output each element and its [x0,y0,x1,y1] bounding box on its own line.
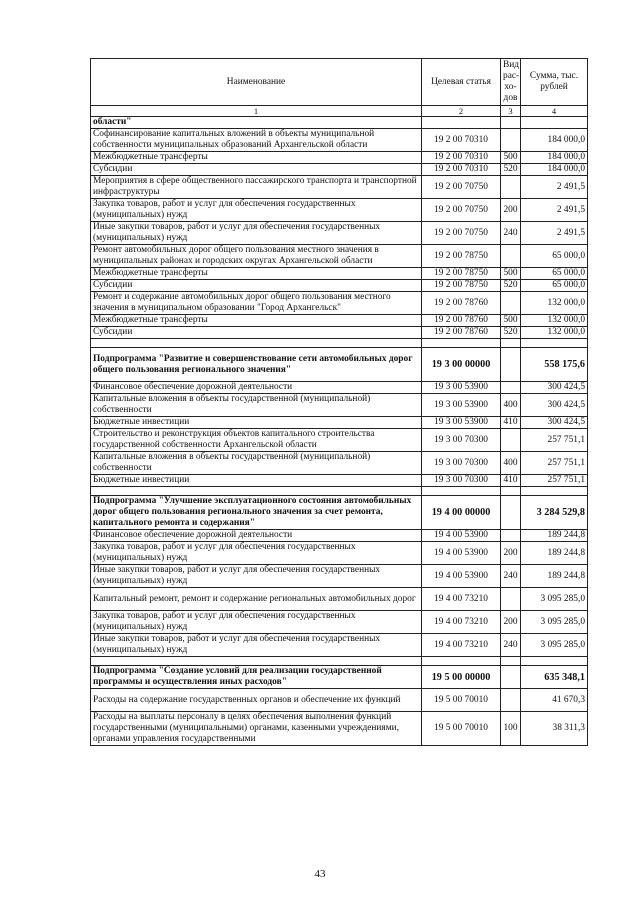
cell-name: Межбюджетные трансферты [91,152,422,164]
cell-target-article: 19 5 00 00000 [422,666,501,689]
cell-sum: 41 670,3 [521,689,588,712]
cell-target-article: 19 5 00 70010 [422,712,501,746]
table-header-row [91,59,588,106]
cell-name: Иные закупки товаров, работ и услуг для обеспечения государственных (муниципальных) нужд [91,222,422,245]
cell-target-article: 19 2 00 78760 [422,327,501,339]
cell-sum: 2 491,5 [521,199,588,222]
cell-name: Расходы на выплаты персоналу в целях обеспечения выполнения функций государственными (муниципальными) органами, казенными учреждениями, органами управления государственными [91,712,422,746]
table-row [91,634,588,657]
cell-expense-type: 100 [501,712,521,746]
cell-target-article: 19 3 00 70300 [422,452,501,475]
cell-sum: 65 000,0 [521,280,588,292]
cell-name: Расходы на содержание государственных органов и обеспечение их функций [91,689,422,712]
cell-name: Капитальные вложения в объекты государственной (муниципальной) собственности [91,394,422,417]
cell-sum: 189 244,8 [521,542,588,565]
cell-name: Ремонт автомобильных дорог общего пользования местного значения в муниципальных районах и городских округах Архангельской области [91,245,422,268]
cell-target-article: 19 2 00 78750 [422,268,501,280]
cell-target-article: 19 3 00 53900 [422,382,501,394]
cell-expense-type: 500 [501,152,521,164]
cell-target-article: 19 2 00 78760 [422,292,501,315]
cell-target-article: 19 2 00 78750 [422,245,501,268]
table-row [91,268,588,280]
cell-sum: 300 424,5 [521,417,588,429]
cell-name: области" [91,117,422,129]
empty-cell [501,657,521,666]
cell-target-article: 19 2 00 70310 [422,129,501,152]
cell-expense-type: 240 [501,634,521,657]
empty-cell [521,487,588,496]
cell-sum: 184 000,0 [521,164,588,176]
cell-expense-type [501,382,521,394]
budget-table [90,58,588,746]
cell-name: Закупка товаров, работ и услуг для обеспечения государственных (муниципальных) нужд [91,611,422,634]
column-number: 2 [422,106,501,117]
cell-sum: 3 095 285,0 [521,634,588,657]
cell-expense-type [501,129,521,152]
cell-sum: 184 000,0 [521,129,588,152]
cell-target-article: 19 4 00 73210 [422,588,501,611]
cell-sum: 3 095 285,0 [521,611,588,634]
column-numbers-row [91,106,588,117]
cell-name: Капитальный ремонт, ремонт и содержание региональных автомобильных дорог [91,588,422,611]
subprogram-row [91,666,588,689]
empty-cell [422,657,501,666]
cell-name: Субсидии [91,164,422,176]
table-row [91,530,588,542]
cell-sum: 3 284 529,8 [521,496,588,530]
table-row [91,565,588,588]
empty-cell [422,487,501,496]
cell-target-article: 19 4 00 53900 [422,565,501,588]
cell-sum: 2 491,5 [521,222,588,245]
table-row [91,475,588,487]
cell-expense-type: 520 [501,280,521,292]
cell-target-article: 19 4 00 00000 [422,496,501,530]
cell-name: Закупка товаров, работ и услуг для обеспечения государственных (муниципальных) нужд [91,542,422,565]
cell-target-article: 19 3 00 70300 [422,429,501,452]
table-row [91,689,588,712]
cell-sum [521,117,588,129]
cell-expense-type: 410 [501,417,521,429]
empty-cell [422,339,501,348]
cell-sum: 189 244,8 [521,530,588,542]
cell-target-article: 19 2 00 70750 [422,176,501,199]
subprogram-row [91,117,588,129]
cell-sum: 38 311,3 [521,712,588,746]
cell-sum: 65 000,0 [521,245,588,268]
table-row [91,394,588,417]
cell-name: Субсидии [91,327,422,339]
table-row [91,382,588,394]
cell-sum: 132 000,0 [521,315,588,327]
empty-cell [91,657,422,666]
cell-expense-type: 400 [501,394,521,417]
table-row [91,712,588,746]
cell-name: Финансовое обеспечение дорожной деятельности [91,530,422,542]
header-sum: Сумма, тыс. рублей [521,59,588,106]
cell-sum: 558 175,6 [521,348,588,382]
cell-name: Межбюджетные трансферты [91,315,422,327]
cell-name: Бюджетные инвестиции [91,417,422,429]
spacer-row [91,487,588,496]
cell-name: Строительство и реконструкция объектов капитального строительства государственной собственности Архангельской области [91,429,422,452]
cell-expense-type: 410 [501,475,521,487]
empty-cell [501,487,521,496]
cell-expense-type [501,348,521,382]
cell-sum: 257 751,1 [521,452,588,475]
cell-expense-type [501,666,521,689]
empty-cell [91,487,422,496]
cell-name: Межбюджетные трансферты [91,268,422,280]
cell-sum: 300 424,5 [521,382,588,394]
cell-target-article: 19 2 00 78750 [422,280,501,292]
cell-target-article: 19 2 00 70310 [422,164,501,176]
cell-name: Финансовое обеспечение дорожной деятельности [91,382,422,394]
header-name: Наименование [91,59,422,106]
cell-target-article: 19 4 00 53900 [422,542,501,565]
cell-expense-type [501,530,521,542]
cell-expense-type: 200 [501,199,521,222]
cell-target-article: 19 4 00 73210 [422,611,501,634]
cell-sum: 635 348,1 [521,666,588,689]
table-row [91,280,588,292]
cell-expense-type: 240 [501,565,521,588]
cell-target-article: 19 5 00 70010 [422,689,501,712]
header-target-article: Целевая статья [422,59,501,106]
table-row [91,199,588,222]
cell-name: Подпрограмма "Создание условий для реализации государственной программы и осуществления иных расходов" [91,666,422,689]
table-row [91,129,588,152]
cell-expense-type [501,117,521,129]
table-row [91,176,588,199]
cell-sum: 300 424,5 [521,394,588,417]
table-row [91,222,588,245]
table-row [91,164,588,176]
cell-expense-type [501,588,521,611]
cell-target-article: 19 3 00 53900 [422,417,501,429]
cell-name: Капитальные вложения в объекты государственной (муниципальной) собственности [91,452,422,475]
cell-name: Иные закупки товаров, работ и услуг для обеспечения государственных (муниципальных) нужд [91,565,422,588]
cell-name: Софинансирование капитальных вложений в объекты муниципальной собственности муниципальных образований Архангельской области [91,129,422,152]
cell-expense-type [501,245,521,268]
cell-sum: 2 491,5 [521,176,588,199]
cell-sum: 257 751,1 [521,475,588,487]
cell-expense-type [501,429,521,452]
cell-sum: 132 000,0 [521,327,588,339]
empty-cell [501,339,521,348]
cell-name: Ремонт и содержание автомобильных дорог общего пользования местного значения в муниципальном образовании "Город Архангельск" [91,292,422,315]
header-expense-type: Вид рас-хо-дов [501,59,521,106]
cell-expense-type: 520 [501,164,521,176]
cell-expense-type: 200 [501,542,521,565]
cell-name: Бюджетные инвестиции [91,475,422,487]
spacer-row [91,339,588,348]
cell-expense-type [501,292,521,315]
budget-table-body [91,59,588,746]
table-row [91,152,588,164]
table-row [91,611,588,634]
page-number: 43 [314,868,326,880]
table-row [91,429,588,452]
cell-sum: 132 000,0 [521,292,588,315]
cell-sum: 257 751,1 [521,429,588,452]
empty-cell [521,339,588,348]
cell-sum: 65 000,0 [521,268,588,280]
subprogram-row [91,496,588,530]
table-row [91,292,588,315]
cell-target-article: 19 3 00 00000 [422,348,501,382]
cell-name: Подпрограмма "Развитие и совершенствование сети автомобильных дорог общего пользования регионального значения" [91,348,422,382]
cell-target-article [422,117,501,129]
cell-target-article: 19 2 00 70750 [422,199,501,222]
cell-sum: 3 095 285,0 [521,588,588,611]
cell-expense-type: 500 [501,315,521,327]
cell-name: Субсидии [91,280,422,292]
cell-target-article: 19 2 00 78760 [422,315,501,327]
cell-target-article: 19 2 00 70750 [422,222,501,245]
cell-expense-type: 400 [501,452,521,475]
table-row [91,315,588,327]
column-number: 4 [521,106,588,117]
empty-cell [521,657,588,666]
cell-target-article: 19 4 00 53900 [422,530,501,542]
cell-target-article: 19 2 00 70310 [422,152,501,164]
cell-sum: 189 244,8 [521,565,588,588]
cell-target-article: 19 3 00 53900 [422,394,501,417]
cell-expense-type: 500 [501,268,521,280]
column-number: 1 [91,106,422,117]
cell-name: Мероприятия в сфере общественного пассажирского транспорта и транспортной инфраструктуры [91,176,422,199]
cell-sum: 184 000,0 [521,152,588,164]
table-row [91,245,588,268]
table-row [91,542,588,565]
table-row [91,452,588,475]
cell-name: Иные закупки товаров, работ и услуг для обеспечения государственных (муниципальных) нужд [91,634,422,657]
spacer-row [91,657,588,666]
cell-target-article: 19 3 00 70300 [422,475,501,487]
empty-cell [91,339,422,348]
cell-expense-type [501,176,521,199]
subprogram-row [91,348,588,382]
column-number: 3 [501,106,521,117]
table-row [91,417,588,429]
cell-name: Подпрограмма "Улучшение эксплуатационного состояния автомобильных дорог общего пользования регионального значения за счет ремонта, капитального ремонта и содержания" [91,496,422,530]
cell-expense-type [501,496,521,530]
table-row [91,327,588,339]
cell-expense-type: 200 [501,611,521,634]
cell-target-article: 19 4 00 73210 [422,634,501,657]
cell-expense-type [501,689,521,712]
cell-expense-type: 240 [501,222,521,245]
table-row [91,588,588,611]
cell-expense-type: 520 [501,327,521,339]
cell-name: Закупка товаров, работ и услуг для обеспечения государственных (муниципальных) нужд [91,199,422,222]
